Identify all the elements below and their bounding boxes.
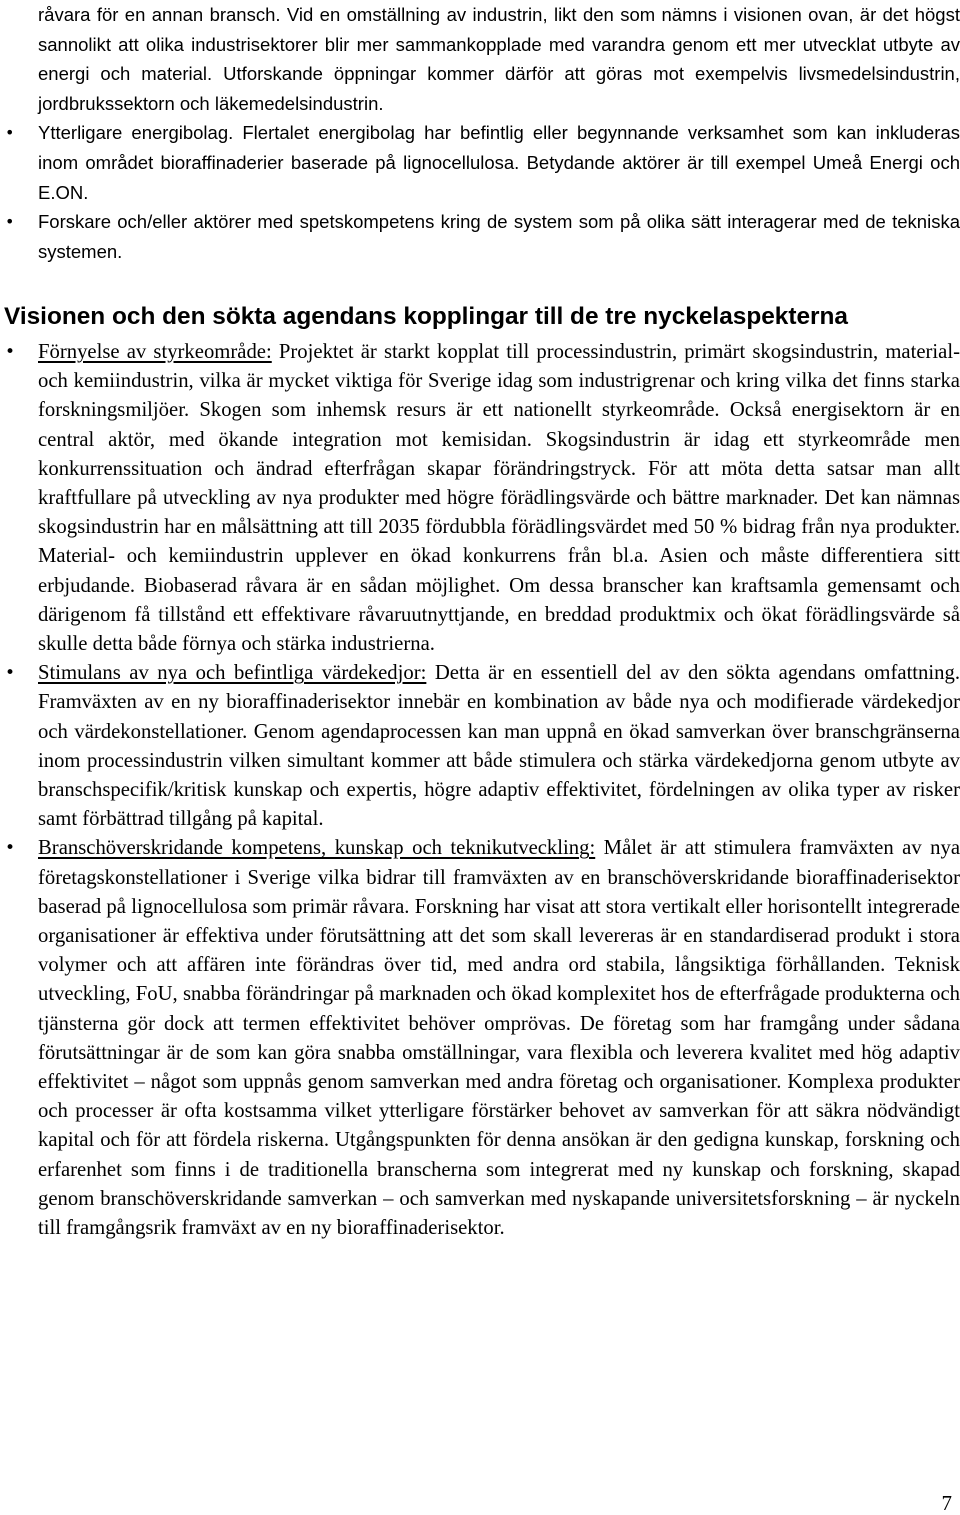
page-number: 7 [941, 1491, 952, 1515]
item-text: Detta är en essentiell del av den sökta agendans omfattning. Framväxten av en ny bioraffinaderisektor innebär en kombination av både nya och modifierade värdekedjor och värdekonstellationer. Genom agendaprocessen kan man uppnå en ökad samverkan över branschgränserna inom processindustrin vilken simultant kommer att både stimulera och stärka värdekedjorna genom utbyte av branschspecifik/kritisk kunskap och expertis, högre adaptiv effektivitet, fördelningen av olika typer av risker samt förbättrad tillgång på kapital. [38, 662, 960, 831]
list-item-value-chains [0, 659, 960, 834]
participant-list [0, 0, 960, 266]
list-item-text: Forskare och/eller aktörer med spetskompetens kring de system som på olika sätt interagerar med de tekniska systemen. [38, 211, 960, 262]
list-item-paragraph [38, 659, 960, 834]
section-heading: Visionen och den sökta agendans kopplingar till de tre nyckelaspekterna [4, 303, 848, 330]
item-lead: Stimulans av nya och befintliga värdekedjor: [38, 662, 427, 685]
list-item-paragraph [38, 834, 960, 1243]
bullet-icon: • [5, 342, 16, 362]
item-text: Målet är att stimulera framväxten av nya företagskonstellationer i Sverige vilka bidrar till framväxten av en branschöverskridande bioraffinaderisektor baserad på lignocellulosa som primär råvara. Forskning har visat att stora vertikalt eller horisontellt integrerade organisationer är effektiva under förutsättning att det som skall levereras är en standardiserad produkt i stora volymer och att affären inte förändras över tid, med andra ord stabila, långsiktiga förhållanden. Teknisk utveckling, FoU, snabba förändringar på marknaden och ökad komplexitet hos de efterfrågade produkterna och tjänsterna gör dock att termen effektivitet behöver omprövas. De företag som har framgång under sådana förutsättningar är de som kan göra snabba omställningar, vara flexibla och leverera kvalitet med hög adaptiv effektivitet – något som uppnås genom samverkan med andra företag och organisationer. Komplexa produkter och processer är ofta kostsamma vilket ytterligare förstärker behovet av samverkan för att säkra nödvändigt kapital och för att fördela riskerna. Utgångspunkten för denna ansökan är den gedigna kunskap, forskning och erfarenhet som finns i de traditionella branscherna som integrerat med ny kunskap och forskning, skapad genom branschöverskridande samverkan – och samverkan med nyskapande universitetsforskning – är nyckeln till framgångsrik framväxt av en ny bioraffinaderisektor. [38, 837, 960, 1240]
list-item-cross-industry [0, 834, 960, 1243]
list-item [0, 207, 960, 266]
bullet-icon: • [5, 663, 16, 684]
key-aspects-list [0, 338, 960, 1243]
list-item-continued [0, 0, 960, 118]
item-lead: Förnyelse av styrkeområde: [38, 341, 272, 363]
list-item [0, 118, 960, 207]
item-lead: Branschöverskridande kompetens, kunskap och teknikutveckling: [38, 837, 596, 860]
list-item-text: råvara för en annan bransch. Vid en omställning av industrin, likt den som nämns i visionen ovan, är det högst sannolikt att olika industrisektorer blir mer sammankopplade med varandra genom ett mer utvecklat utbyte av energi och material. Utforskande öppningar kommer därför att göras mot exempelvis livsmedelsindustrin, jordbrukssektorn och läkemedelsindustrin. [38, 4, 960, 114]
list-item-text: Ytterligare energibolag. Flertalet energibolag har befintlig eller begynnande verksamhet som kan inkluderas inom området bioraffinaderier baserade på lignocellulosa. Betydande aktörer är till exempel Umeå Energi och E.ON. [38, 122, 960, 203]
item-text: Projektet är starkt kopplat till processindustrin, primärt skogsindustrin, material- och kemiindustrin, vilka är mycket viktiga för Sverige idag som industrigrenar och kring vilka det finns starka forskningsmiljöer. Skogen som inhemsk resurs är ett nationellt styrkeområde. Också energisektorn är en central aktör, med ökande integration mot kemisidan. Skogsindustrin är idag ett styrkeområde men konkurrenssituation och ändrad efterfrågan skapar förändringstryck. För att möta detta satsar man allt kraftfullare på utveckling av nya produkter med högre förädlingsvärde och bättre marknader. Det kan nämnas skogsindustrin har en målsättning att till 2035 fördubbla förädlingsvärdet med 50 % bidrag från nya produkter. Material- och kemiindustrin upplever en ökad konkurrens från bl.a. Asien och måste differentiera sitt erbjudande. Biobaserad råvara är en sådan möjlighet. Om dessa branscher kan kraftsamla gemensamt och därigenom få tillstånd ett effektivare råvaruutnyttjande, en breddad produktmix och ökat förädlingsvärde så skulle detta både förnya och stärka industrierna. [38, 341, 960, 656]
bullet-icon: • [5, 838, 16, 859]
list-item-renewal [0, 338, 960, 659]
bullet-icon: • [5, 123, 15, 143]
bullet-icon: • [5, 212, 15, 232]
list-item-paragraph [38, 338, 960, 659]
